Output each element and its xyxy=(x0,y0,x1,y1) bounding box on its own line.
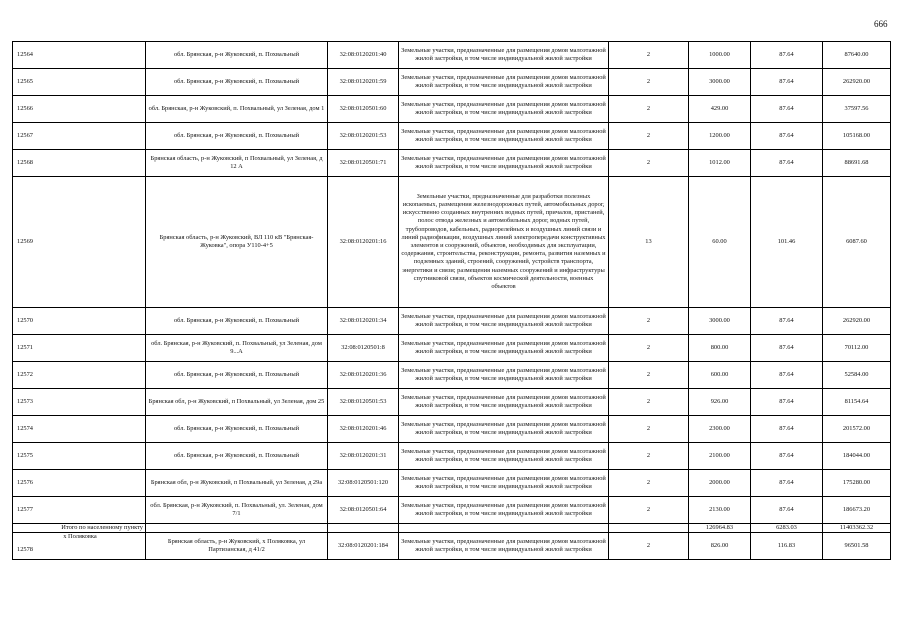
land-use-cell: Земельные участки, предназначенные для размещения домов малоэтажной жилой застройки, в том числе индивидуальной жилой застройки xyxy=(399,42,609,69)
area-cell: 600.00 xyxy=(689,362,751,389)
specific-value-cell: 87.64 xyxy=(751,470,823,497)
specific-value-cell: 87.64 xyxy=(751,389,823,416)
land-use-cell: Земельные участки, предназначенные для размещения домов малоэтажной жилой застройки, в том числе индивидуальной жилой застройки xyxy=(399,150,609,177)
row-number: 12569 xyxy=(13,177,146,308)
table-row xyxy=(13,69,891,96)
address-cell: обл. Брянская, р-н Жуковский, п. Похвальный, ул Зеленая, дом 9...А xyxy=(146,335,328,362)
address-cell: обл. Брянская, р-н Жуковский, п. Похвальный, ул. Зеленая, дом 7/1 xyxy=(146,497,328,524)
specific-value-cell: 87.64 xyxy=(751,335,823,362)
area-cell: 3000.00 xyxy=(689,69,751,96)
address-cell: Брянская область, р-н Жуковский, х Поляковка, ул Партизанская, д 41/2 xyxy=(146,533,328,560)
row-number: 12573 xyxy=(13,389,146,416)
cadastral-value-cell: 87640.00 xyxy=(823,42,891,69)
area-cell: 826.00 xyxy=(689,533,751,560)
row-number: 12574 xyxy=(13,416,146,443)
group-cell: 2 xyxy=(609,308,689,335)
address-cell: Брянская обл, р-н Жуковский, п Похвальный, ул Зеленая, д 29а xyxy=(146,470,328,497)
address-cell: обл. Брянская, р-н Жуковский, п. Похвальный, ул Зеленая, дом 1 xyxy=(146,96,328,123)
land-use-cell: Земельные участки, предназначенные для размещения домов малоэтажной жилой застройки, в том числе индивидуальной жилой застройки xyxy=(399,533,609,560)
cadastral-value-table xyxy=(12,41,891,560)
cadastral-number-cell: 32:08:0120501:64 xyxy=(328,497,399,524)
cadastral-value-cell: 201572.00 xyxy=(823,416,891,443)
cadastral-value-cell: 186673.20 xyxy=(823,497,891,524)
total-cadastral-value: 11403362.32 xyxy=(823,524,891,533)
specific-value-cell: 87.64 xyxy=(751,69,823,96)
address-cell: Брянская обл, р-н Жуковский, п Похвальный, ул Зеленая, дом 25 xyxy=(146,389,328,416)
cadastral-value-cell: 88691.68 xyxy=(823,150,891,177)
total-label: Итого по населенному пункту xyxy=(13,524,146,533)
group-cell: 2 xyxy=(609,96,689,123)
cadastral-value-cell: 52584.00 xyxy=(823,362,891,389)
cadastral-number-cell: 32:08:0120201:36 xyxy=(328,362,399,389)
address-cell: обл. Брянская, р-н Жуковский, п. Похвальный xyxy=(146,443,328,470)
specific-value-cell: 87.64 xyxy=(751,362,823,389)
area-cell: 2000.00 xyxy=(689,470,751,497)
land-use-cell: Земельные участки, предназначенные для размещения домов малоэтажной жилой застройки, в том числе индивидуальной жилой застройки xyxy=(399,443,609,470)
land-use-cell: Земельные участки, предназначенные для размещения домов малоэтажной жилой застройки, в том числе индивидуальной жилой застройки xyxy=(399,96,609,123)
group-cell: 2 xyxy=(609,42,689,69)
table-row xyxy=(13,308,891,335)
total-row xyxy=(13,524,891,533)
land-use-cell: Земельные участки, предназначенные для размещения домов малоэтажной жилой застройки, в том числе индивидуальной жилой застройки xyxy=(399,362,609,389)
cadastral-number-cell: 32:08:0120201:53 xyxy=(328,123,399,150)
cadastral-value-cell: 81154.64 xyxy=(823,389,891,416)
total-specific-value: 6283.03 xyxy=(751,524,823,533)
land-use-cell: Земельные участки, предназначенные для размещения домов малоэтажной жилой застройки, в том числе индивидуальной жилой застройки xyxy=(399,335,609,362)
land-use-cell: Земельные участки, предназначенные для размещения домов малоэтажной жилой застройки, в том числе индивидуальной жилой застройки xyxy=(399,470,609,497)
area-cell: 1012.00 xyxy=(689,150,751,177)
group-cell: 2 xyxy=(609,389,689,416)
specific-value-cell: 116.83 xyxy=(751,533,823,560)
row-number: 12578 xyxy=(17,546,33,554)
row-number: 12576 xyxy=(13,470,146,497)
cadastral-number-cell: 32:08:0120501:71 xyxy=(328,150,399,177)
group-cell: 2 xyxy=(609,443,689,470)
cadastral-value-cell: 96501.58 xyxy=(823,533,891,560)
cadastral-number-cell: 32:08:0120501:60 xyxy=(328,96,399,123)
cadastral-number-cell: 32:08:0120201:40 xyxy=(328,42,399,69)
cadastral-number-cell: 32:08:0120501:8 xyxy=(328,335,399,362)
cadastral-number-cell: 32:08:0120201:34 xyxy=(328,308,399,335)
row-number: 12565 xyxy=(13,69,146,96)
land-use-cell: Земельные участки, предназначенные для размещения домов малоэтажной жилой застройки, в том числе индивидуальной жилой застройки xyxy=(399,308,609,335)
table-row xyxy=(13,533,891,560)
cadastral-value-cell: 6087.60 xyxy=(823,177,891,308)
group-cell: 13 xyxy=(609,177,689,308)
address-cell: обл. Брянская, р-н Жуковский, п. Похвальный xyxy=(146,362,328,389)
group-cell: 2 xyxy=(609,69,689,96)
table-row xyxy=(13,362,891,389)
area-cell: 926.00 xyxy=(689,389,751,416)
land-use-cell: Земельные участки, предназначенные для разработки полезных ископаемых, размещения железнодорожных путей, автомобильных дорог, искусственно созданных внутренних водных путей, причалов, пристаней, полос отвода железных и автомобильных дорог, водных путей, трубопроводов, кабельных, радиорелейных и воздушных линий связи и линий радиофикации, воздушных линий электропередачи конструктивных элементов и сооружений, объектов, необходимых для эксплуатации, содержания, строительства, реконструкции, ремонта, развития наземных и подземных зданий, строений, сооружений, устройств транспорта, энергетики и связи; размещения наземных сооружений и инфраструктуры спутниковой связи, объектов космической деятельности, военных объектов xyxy=(399,177,609,308)
address-cell: обл. Брянская, р-н Жуковский, п. Похвальный xyxy=(146,42,328,69)
cadastral-value-cell: 262920.00 xyxy=(823,69,891,96)
table-row xyxy=(13,389,891,416)
address-cell: Брянская область, р-н Жуковский, п Похвальный, ул Зеленая, д 12 А xyxy=(146,150,328,177)
land-use-cell: Земельные участки, предназначенные для размещения домов малоэтажной жилой застройки, в том числе индивидуальной жилой застройки xyxy=(399,497,609,524)
area-cell: 3000.00 xyxy=(689,308,751,335)
land-use-cell: Земельные участки, предназначенные для размещения домов малоэтажной жилой застройки, в том числе индивидуальной жилой застройки xyxy=(399,69,609,96)
cadastral-number-cell: 32:08:0120201:59 xyxy=(328,69,399,96)
row-number: 12570 xyxy=(13,308,146,335)
table-row xyxy=(13,416,891,443)
table-row xyxy=(13,150,891,177)
land-use-cell: Земельные участки, предназначенные для размещения домов малоэтажной жилой застройки, в том числе индивидуальной жилой застройки xyxy=(399,123,609,150)
group-cell: 2 xyxy=(609,533,689,560)
row-number: 12571 xyxy=(13,335,146,362)
total-area: 126964.83 xyxy=(689,524,751,533)
cadastral-number-cell: 32:08:0120501:53 xyxy=(328,389,399,416)
area-cell: 800.00 xyxy=(689,335,751,362)
row-number: 12566 xyxy=(13,96,146,123)
specific-value-cell: 87.64 xyxy=(751,497,823,524)
table-row xyxy=(13,177,891,308)
address-cell: обл. Брянская, р-н Жуковский, п. Похвальный xyxy=(146,308,328,335)
area-cell: 2100.00 xyxy=(689,443,751,470)
area-cell: 1200.00 xyxy=(689,123,751,150)
cadastral-number-cell: 32:08:0120201:184 xyxy=(328,533,399,560)
cadastral-number-cell: 32:08:0120201:16 xyxy=(328,177,399,308)
cadastral-value-cell: 175280.00 xyxy=(823,470,891,497)
area-cell: 1000.00 xyxy=(689,42,751,69)
address-cell: обл. Брянская, р-н Жуковский, п. Похвальный xyxy=(146,123,328,150)
specific-value-cell: 87.64 xyxy=(751,123,823,150)
cadastral-value-cell: 262920.00 xyxy=(823,308,891,335)
area-cell: 2300.00 xyxy=(689,416,751,443)
table-row xyxy=(13,42,891,69)
cadastral-value-cell: 105168.00 xyxy=(823,123,891,150)
land-use-cell: Земельные участки, предназначенные для размещения домов малоэтажной жилой застройки, в том числе индивидуальной жилой застройки xyxy=(399,389,609,416)
table-row xyxy=(13,335,891,362)
group-cell: 2 xyxy=(609,362,689,389)
row-number: 12572 xyxy=(13,362,146,389)
cadastral-value-cell: 37597.56 xyxy=(823,96,891,123)
address-cell: обл. Брянская, р-н Жуковский, п. Похвальный xyxy=(146,69,328,96)
settlement-section-label: х Поляковка xyxy=(63,533,97,541)
row-number: 12568 xyxy=(13,150,146,177)
specific-value-cell: 87.64 xyxy=(751,42,823,69)
specific-value-cell: 87.64 xyxy=(751,416,823,443)
row-number: 12567 xyxy=(13,123,146,150)
address-cell: Брянская область, р-н Жуковский, ВЛ 110 кВ "Брянская-Жуковка", опора У110-4+5 xyxy=(146,177,328,308)
address-cell: обл. Брянская, р-н Жуковский, п. Похвальный xyxy=(146,416,328,443)
table-row xyxy=(13,96,891,123)
specific-value-cell: 101.46 xyxy=(751,177,823,308)
group-cell: 2 xyxy=(609,416,689,443)
specific-value-cell: 87.64 xyxy=(751,150,823,177)
area-cell: 429.00 xyxy=(689,96,751,123)
page-number: 666 xyxy=(874,19,888,29)
cadastral-number-cell: 32:08:0120201:46 xyxy=(328,416,399,443)
table-row xyxy=(13,497,891,524)
specific-value-cell: 87.64 xyxy=(751,443,823,470)
table-row xyxy=(13,470,891,497)
area-cell: 60.00 xyxy=(689,177,751,308)
row-number: 12575 xyxy=(13,443,146,470)
cadastral-value-cell: 184044.00 xyxy=(823,443,891,470)
group-cell: 2 xyxy=(609,497,689,524)
group-cell: 2 xyxy=(609,470,689,497)
row-number: 12577 xyxy=(13,497,146,524)
cadastral-number-cell: 32:08:0120501:120 xyxy=(328,470,399,497)
specific-value-cell: 87.64 xyxy=(751,308,823,335)
specific-value-cell: 87.64 xyxy=(751,96,823,123)
group-cell: 2 xyxy=(609,123,689,150)
cadastral-value-cell: 70112.00 xyxy=(823,335,891,362)
group-cell: 2 xyxy=(609,335,689,362)
table-row xyxy=(13,123,891,150)
land-use-cell: Земельные участки, предназначенные для размещения домов малоэтажной жилой застройки, в том числе индивидуальной жилой застройки xyxy=(399,416,609,443)
cadastral-number-cell: 32:08:0120201:31 xyxy=(328,443,399,470)
area-cell: 2130.00 xyxy=(689,497,751,524)
group-cell: 2 xyxy=(609,150,689,177)
table-row xyxy=(13,443,891,470)
row-number: 12564 xyxy=(13,42,146,69)
